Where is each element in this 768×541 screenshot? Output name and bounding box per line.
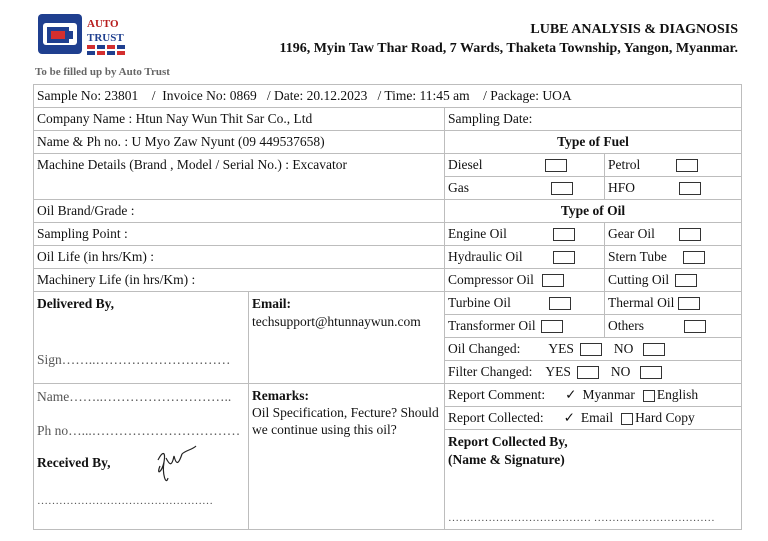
report-comment-row: Report Comment: ✓ Myanmar English <box>445 384 742 407</box>
oil-changed-yes-checkbox[interactable] <box>580 343 602 356</box>
diesel-checkbox[interactable] <box>545 159 567 172</box>
oil-turbine: Turbine Oil <box>445 292 605 315</box>
cutting-oil-checkbox[interactable] <box>675 274 697 287</box>
fuel-gas: Gas <box>445 177 605 200</box>
sign-line: Sign……..………………………… <box>37 352 231 367</box>
hard-copy-checkbox[interactable] <box>621 413 633 425</box>
name-signature-label: (Name & Signature) <box>448 452 565 467</box>
analysis-form <box>33 84 742 530</box>
report-collected-by-label: Report Collected By, <box>448 434 568 449</box>
hfo-checkbox[interactable] <box>679 182 701 195</box>
delivery-details-cell <box>34 384 249 530</box>
fuel-type-title: Type of Fuel <box>445 131 742 154</box>
oil-gear: Gear Oil <box>605 223 742 246</box>
company-address: 1196, Myin Taw Thar Road, 7 Wards, Thaketa Township, Yangon, Myanmar. <box>279 41 738 56</box>
myanmar-checkmark[interactable]: ✓ <box>565 387 577 402</box>
phone-line: Ph no…...…………………………… <box>37 423 241 438</box>
oil-compressor: Compressor Oil <box>445 269 605 292</box>
oil-changed-no-checkbox[interactable] <box>643 343 665 356</box>
oil-engine: Engine Oil <box>445 223 605 246</box>
compressor-oil-checkbox[interactable] <box>542 274 564 287</box>
logo-auto: AUTO <box>87 18 119 30</box>
oil-changed-row: Oil Changed: YES NO <box>445 338 742 361</box>
petrol-checkbox[interactable] <box>676 159 698 172</box>
oil-brand-grade: Oil Brand/Grade : <box>34 200 445 223</box>
fill-note: To be filled up by Auto Trust <box>35 66 170 78</box>
delivered-by-label: Delivered By, <box>37 296 114 311</box>
email-label: Email: <box>252 296 291 311</box>
email-checkmark[interactable]: ✓ <box>563 410 575 425</box>
remarks-value: Oil Specification, Fecture? Should we continue using this oil? <box>252 405 439 437</box>
sampling-point: Sampling Point : <box>34 223 445 246</box>
oil-thermal: Thermal Oil <box>605 292 742 315</box>
company-name: Company Name : Htun Nay Wun Thit Sar Co., Ltd <box>34 108 445 131</box>
sample-info-line: Sample No: 23801 / Invoice No: 0869 / Date: 20.12.2023 / Time: 11:45 am / Package: UOA <box>34 85 742 108</box>
fuel-petrol: Petrol <box>605 154 742 177</box>
gas-checkbox[interactable] <box>551 182 573 195</box>
auto-trust-logo <box>37 13 132 61</box>
oil-hydraulic: Hydraulic Oil <box>445 246 605 269</box>
email-cell <box>249 292 445 384</box>
oil-stern-tube: Stern Tube <box>605 246 742 269</box>
others-checkbox[interactable] <box>684 320 706 333</box>
report-collected-row: Report Collected: ✓ Email Hard Copy <box>445 407 742 430</box>
stern-tube-checkbox[interactable] <box>683 251 705 264</box>
received-by-line: ………………………………………… <box>37 495 213 507</box>
delivered-by-cell <box>34 292 249 384</box>
thermal-oil-checkbox[interactable] <box>678 297 700 310</box>
email-value: techsupport@htunnaywun.com <box>252 314 421 329</box>
oil-life: Oil Life (in hrs/Km) : <box>34 246 445 269</box>
remarks-label: Remarks: <box>252 388 309 403</box>
english-checkbox[interactable] <box>643 390 655 402</box>
signature-icon <box>152 442 200 492</box>
name-line: Name……..……………………….. <box>37 389 232 404</box>
fuel-diesel: Diesel <box>445 154 605 177</box>
name-phone: Name & Ph no. : U Myo Zaw Nyunt (09 449537658) <box>34 131 445 154</box>
form-title: LUBE ANALYSIS & DIAGNOSIS <box>530 22 738 37</box>
collected-by-lines: ………………………………… …………………………… <box>448 512 715 524</box>
received-by-label: Received By, <box>37 455 111 470</box>
fuel-hfo: HFO <box>605 177 742 200</box>
filter-changed-row: Filter Changed: YES NO <box>445 361 742 384</box>
sampling-date: Sampling Date: <box>445 108 742 131</box>
report-collected-by-cell <box>445 430 742 530</box>
machine-details: Machine Details (Brand , Model / Serial No.) : Excavator <box>34 154 445 200</box>
oil-type-title: Type of Oil <box>445 200 742 223</box>
filter-changed-yes-checkbox[interactable] <box>577 366 599 379</box>
gear-oil-checkbox[interactable] <box>679 228 701 241</box>
filter-changed-no-checkbox[interactable] <box>640 366 662 379</box>
logo-trust: TRUST <box>87 32 124 44</box>
oil-others: Others <box>605 315 742 338</box>
turbine-oil-checkbox[interactable] <box>549 297 571 310</box>
remarks-cell <box>249 384 445 530</box>
engine-oil-checkbox[interactable] <box>553 228 575 241</box>
machinery-life: Machinery Life (in hrs/Km) : <box>34 269 445 292</box>
transformer-oil-checkbox[interactable] <box>541 320 563 333</box>
oil-transformer: Transformer Oil <box>445 315 605 338</box>
oil-cutting: Cutting Oil <box>605 269 742 292</box>
hydraulic-oil-checkbox[interactable] <box>553 251 575 264</box>
